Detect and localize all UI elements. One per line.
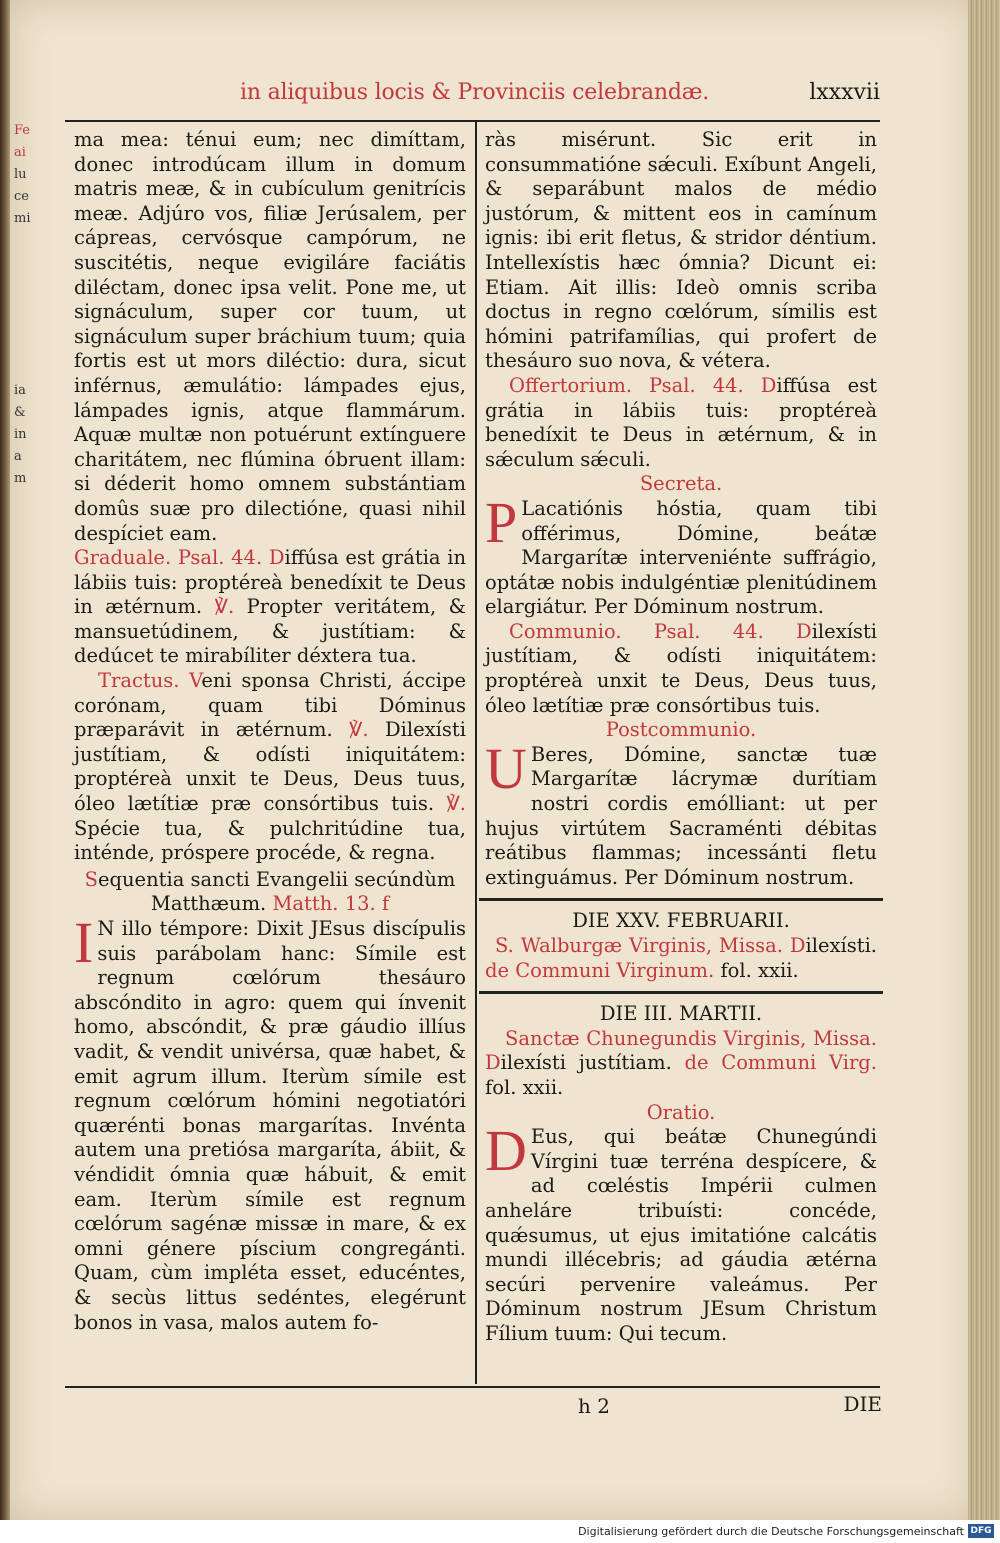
folio-number: lxxxvii <box>809 80 880 105</box>
communio-text: ilexísti justítiam, & odísti iniquitátem: proptéreà unxit te Deus, Deus tuus, óleo lætítiæ præ consórtibus tuis. <box>485 619 878 717</box>
feast-heading-february: DIE XXV. FEBRUARII. <box>572 909 790 933</box>
gospel-body: N illo témpore: Dixit JEsus discípulis suis parábolam hanc: Símile est regnum cœlórum thesáuro abscóndito in agro: quem qui ínvenit homo, abscóndit, & præ gáudio illíus vadit, & vendit univérsa, quæ habet, & emit agrum illum. Iterùm símile est regnum cœlórum hómini negotiatóri quærénti bonas margarítas. Invénta autem una pretiósa margaríta, ábiit, & véndidit ómnia quæ hábuit, & emit eam. Iterùm símile est regnum cœlórum sagénæ missæ in mare, & ex omni génere píscium congregánti. Quam, cùm impléta esset, educéntes, & secùs littus sedéntes, elegérunt bonos in vasa, malos autem fo- <box>74 917 466 1334</box>
feast-chunegundis-folio: fol. xxii. <box>485 1075 564 1099</box>
versicle-mark: ℣. <box>446 792 466 816</box>
page-stack-edge <box>968 0 1000 1520</box>
signature-mark: h 2 <box>578 1394 610 1418</box>
graduale-verse: Propter veritátem, & mansuetúdinem, & justítiam: & dedúcet te mirabíliter déxtera tua. <box>74 595 467 668</box>
secreta-dropcap: P <box>485 489 518 555</box>
feast-chunegundis <box>485 1027 877 1101</box>
graduale-label: Graduale. Psal. 44. <box>74 546 263 570</box>
postcommunio <box>485 735 877 891</box>
left-column <box>74 128 466 1335</box>
feast-heading-march: DIE III. MARTII. <box>599 1002 763 1026</box>
gospel-heading <box>74 868 466 917</box>
gospel-dropcap: I <box>74 910 94 975</box>
tractus-initial: V <box>189 669 202 693</box>
margin-fragment: Fe <box>14 123 31 138</box>
feast-chunegundis-title: Sanctæ Chunegundis Virginis, Missa. <box>505 1026 877 1050</box>
feast-chunegundis-common: de Communi Virg. <box>684 1051 877 1075</box>
secreta-label: Secreta. <box>639 472 723 496</box>
oratio-text: Eus, qui beátæ Chunegúndi Vírgini tuæ terréna despícere, & ad cœléstis Impérii culmen anheláre tribuísti: concéde, quǽsumus, ut ejus imitatióne calcátis mundi illécebris; ad gáudia ætérna secúri pervenire valeámus. Per Dóminum nostrum JEsum Christum Fílium tuum: Qui tecum. <box>485 1125 877 1345</box>
feast-walburga-common: de Communi Virginum. <box>485 958 715 982</box>
graduale-initial: D <box>268 546 285 570</box>
opposite-page-fragments <box>14 120 36 620</box>
margin-fragment: in <box>14 427 27 442</box>
margin-fragment: m <box>14 471 27 486</box>
tractus-verse-2: Spécie tua, & pulchritúdine tua, inténde, próspere procéde, & regna. <box>74 816 466 865</box>
oratio-dropcap: D <box>485 1118 527 1184</box>
offertorium-label: Offertorium. Psal. 44. <box>509 373 744 397</box>
communio <box>485 620 877 718</box>
communio-label: Communio. Psal. 44. <box>509 619 764 643</box>
feast-walburga-title: S. Walburgæ Virginis, Missa. <box>495 934 783 957</box>
versicle-mark: ℣. <box>349 718 369 742</box>
margin-fragment: a <box>14 449 22 464</box>
sequentia-initial: S <box>84 867 98 891</box>
running-head: in aliquibus locis & Provinciis celebrandæ. <box>240 80 710 105</box>
tractus-label: Tractus. <box>98 669 180 693</box>
margin-fragment: ai <box>14 145 26 160</box>
dfg-logo: DFG <box>968 1524 994 1538</box>
tractus <box>74 669 466 866</box>
margin-fragment: mi <box>14 211 31 226</box>
communio-initial: D <box>796 619 812 643</box>
feast-walburga-incipit: ilexísti. <box>805 934 878 957</box>
margin-fragment: & <box>14 405 26 420</box>
margin-fragment: ia <box>14 383 26 398</box>
column-divider <box>475 122 477 1384</box>
tractus-text: eni sponsa Christi, áccipe corónam, quam tibi Dóminus præparávit in ætérnum. <box>74 669 466 742</box>
feast-walburga-initial: D <box>789 934 806 957</box>
oratio <box>485 1118 877 1346</box>
feast-walburga <box>485 934 877 983</box>
secreta <box>485 489 877 620</box>
feast-chunegundis-incipit: ilexísti justítiam. <box>500 1051 672 1075</box>
postcommunio-label: Postcommunio. <box>605 718 757 742</box>
tractus-verse-1: Dilexísti justítiam, & odísti iniquitátem: proptéreà unxit te Deus, Deus tuus, óleo lætítiæ præ consórtibus tuis. <box>74 718 466 816</box>
feast-walburga-folio: fol. xxii. <box>720 958 799 982</box>
margin-fragment: lu <box>14 167 27 182</box>
offertorium-text: iffúsa est grátia in lábiis tuis: proptéreà benedíxit te Deus in ætérnum, & in sǽculum sǽculi. <box>485 373 877 471</box>
feast-chunegundis-initial: D <box>485 1051 501 1075</box>
sequentia-title: equentia sancti Evangelii secúndùm Matthæum. <box>97 867 456 916</box>
graduale <box>74 546 466 669</box>
versicle-mark: ℣. <box>214 595 235 619</box>
song-of-songs-reading: ma mea: ténui eum; nec dimíttam, donec introdúcam illum in domum matris meæ, & in cubículum genitrícis meæ. Adjúro vos, filiæ Jerúsalem, per cápreas, cervósque campórum, ne suscitétis, neque evigiláre faciátis diléctam, donec ipsa velit. Pone me, ut signáculum, super cor tuum, ut signáculum super bráchium tuum; quia fortis est ut mors diléctio: dura, sicut inférnus, æmulátio: lámpades ejus, lámpades ignis, atque flammárum. Aquæ multæ non potuérunt extínguere charitátem, nec flúmina óbruent illam: si déderit homo omnem substántiam domûs suæ pro dilectióne, quasi nihil despíciet eam. <box>74 128 466 545</box>
gospel-reference: Matth. 13. f <box>272 892 390 916</box>
gospel-continuation: ràs misérunt. Sic erit in consummatióne sǽculi. Exíbunt Angeli, & separábunt malos de médio justórum, & mittent eos in camínum ignis: ibi erit fletus, & stridor déntium. Intellexístis hæc ómnia? Dicunt ei: Etiam. Ait illis: Ideò omnis scriba doctus in regno cœlórum, símilis est hómini patrifamílias, qui profert de thesáuro suo nova, & vétera. <box>485 128 877 373</box>
postcommunio-dropcap: U <box>485 735 527 801</box>
secreta-text: Lacatiónis hóstia, quam tibi offérimus, Dómine, beátæ Margarítæ interveniénte suffrágio, optátæ nobis indulgéntiæ plenitúdinem elargiátur. Per Dóminum nostrum. <box>485 496 877 619</box>
section-rule <box>479 991 883 994</box>
digitization-credit: Digitalisierung gefördert durch die Deutsche Forschungsgemeinschaft <box>578 1525 964 1538</box>
postcommunio-text: Beres, Dómine, sanctæ tuæ Margarítæ lácrymæ durítiam nostri cordis emólliant: ut per hujus virtútem Sacraménti débitas reátibus flammas; incessánti fletu extinguámus. Per Dóminum nostrum. <box>485 742 877 889</box>
offertorium-initial: D <box>760 373 777 397</box>
section-rule <box>479 898 883 901</box>
catchword: DIE <box>843 1392 882 1416</box>
margin-fragment: ce <box>14 189 29 204</box>
offertorium <box>485 374 877 472</box>
right-column <box>485 128 877 1347</box>
gospel-text <box>74 910 466 1335</box>
graduale-text: iffúsa est grátia in lábiis tuis: proptéreà benedíxit te Deus in ætérnum. <box>74 546 466 619</box>
oratio-label: Oratio. <box>646 1100 716 1124</box>
